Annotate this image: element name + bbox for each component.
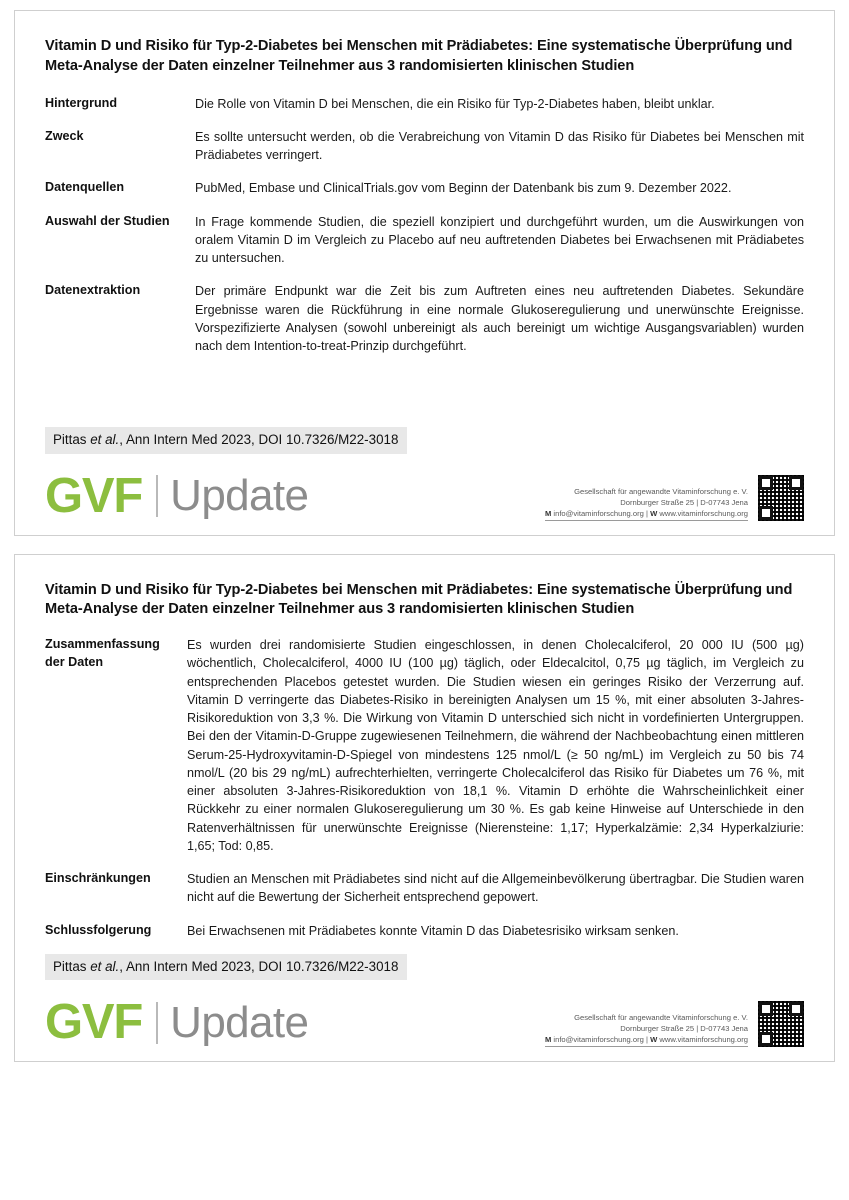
brand-gvf-text: GVF: [45, 995, 143, 1050]
abstract-row-label: Zusammenfassung der Daten: [45, 637, 160, 670]
footer-web[interactable]: www.vitaminforschung.org: [659, 508, 748, 518]
citation-italic: et al.: [90, 958, 120, 974]
abstract-row-label: Auswahl der Studien: [45, 213, 170, 228]
footer-mail[interactable]: info@vitaminforschung.org: [553, 508, 644, 518]
abstract-row: [45, 870, 804, 907]
citation-suffix: , Ann Intern Med 2023, DOI 10.7326/M22-3018: [119, 958, 399, 974]
footer-address-block: [545, 1012, 748, 1047]
footer-contact: M info@vitaminforschung.org | W www.vitaminforschung.org: [545, 1034, 748, 1047]
abstract-row-text: PubMed, Embase und ClinicalTrials.gov vom Beginn der Datenbank bis zum 9. Dezember 2022.: [195, 181, 732, 196]
page-title: Vitamin D und Risiko für Typ-2-Diabetes bei Menschen mit Prädiabetes: Eine systematische Überprüfung und Meta-Analyse der Daten einzelner Teilnehmer aus 3 randomisierten klinischen Studien: [45, 38, 793, 74]
abstract-row-text: Es sollte untersucht werden, ob die Verabreichung von Vitamin D das Risiko für Diabetes bei Menschen mit Prädiabetes verringert.: [195, 129, 804, 163]
abstract-row-label: Zweck: [45, 128, 84, 143]
abstract-row: [45, 282, 804, 355]
abstract-row-label: Hintergrund: [45, 95, 118, 110]
footer-web-label: W: [650, 1035, 658, 1045]
abstract-card-part-2: [14, 554, 835, 1063]
footer-mail-label: M: [544, 1035, 552, 1045]
citation-italic: et al.: [90, 432, 120, 448]
abstract-card-part-1: [14, 10, 835, 536]
qr-code[interactable]: [758, 475, 804, 521]
qr-code[interactable]: [758, 1001, 804, 1047]
abstract-row-text: Der primäre Endpunkt war die Zeit bis zum Auftreten eines neu auftretenden Diabetes. Sekundäre Ergebnisse waren die Rückführung in eine normale Glukoseregulierung und unerwünschte Ereignisse. Vorspezifizierte Analysen (sowohl unbereinigt als auch bereinigt um wichtige Ausgangsvariablen) wurden nach dem Intention-to-treat-Prinzip durchgeführt.: [195, 284, 804, 354]
footer: [45, 995, 804, 1050]
abstract-row: [45, 179, 804, 197]
abstract-row-label: Schlussfolgerung: [45, 922, 152, 937]
footer-contact: M info@vitaminforschung.org | W www.vitaminforschung.org: [545, 508, 748, 521]
abstract-row-label: Einschränkungen: [45, 871, 151, 886]
abstract-row-text: Es wurden drei randomisierte Studien eingeschlossen, in denen Cholecalciferol, 20 000 IU (500 µg) wöchentlich, Cholecalciferol, 4000 IU (100 µg) täglich, oder Eldecalcitol, 0,75 µg täglich, im Vergleich zu entsprechenden Placebos getestet wurden. Die Studien wiesen ein geringes Risiko der Verzerrung auf. Vitamin D verringerte das Diabetes-Risiko in bereinigten Analysen um 15 %, mit einer absoluten 3-Jahres-Risikoreduktion von 3,3 %. Die Wirkung von Vitamin D unterschied sich nicht in vordefinierten Untergruppen. Bei den der Vitamin-D-Gruppe zugewiesenen Teilnehmern, die während der Nachbeobachtung einen mittleren Serum-25-Hydroxyvitamin-D-Spiegel von mindestens 125 nmol/L (≥ 50 ng/mL) im Vergleich zu 50 bis 74 nmol/L (20 bis 29 ng/mL) aufrechterhielten, verringerte Cholecalciferol das Risiko für Diabetes um 76 %, mit einer absoluten 3-Jahres-Risikoreduktion von 18,1 %. Vitamin D erhöhte die Wahrscheinlichkeit einer Rückkehr zu einer normalen Glukoseregulierung um 30 %. Es gab keine Hinweise auf Unterschiede in den Ratenverhältnissen für unerwünschte Ereignisse (Nierensteine: 1,17; Hyperkalzämie: 2,34 Hyperkalziurie: 1,65; Tod: 0,85.: [187, 638, 804, 853]
brand-update-text: Update: [170, 471, 309, 521]
abstract-row: [45, 128, 804, 165]
citation-prefix: Pittas: [53, 958, 91, 974]
abstract-row-text: Studien an Menschen mit Prädiabetes sind nicht auf die Allgemeinbevölkerung übertragbar. Die Studien waren nicht auf die Bewertung der Sicherheit entsprechend gepowert.: [187, 872, 804, 905]
abstract-section-list-2: [45, 636, 804, 940]
abstract-row-label: Datenextraktion: [45, 283, 141, 298]
abstract-row-label: Datenquellen: [45, 180, 125, 195]
footer-right: [545, 1001, 804, 1047]
footer-mail-label: M: [544, 508, 552, 518]
citation-wrap: [45, 954, 804, 980]
citation-suffix: , Ann Intern Med 2023, DOI 10.7326/M22-3018: [119, 432, 399, 448]
citation: [45, 427, 407, 453]
brand-logo: [45, 468, 309, 523]
brand-gvf-text: GVF: [45, 468, 143, 523]
footer-org: Gesellschaft für angewandte Vitaminforschung e. V.: [574, 1013, 748, 1023]
spacer: [45, 940, 804, 950]
citation-wrap: [45, 427, 804, 453]
abstract-row: [45, 922, 804, 940]
footer: [45, 468, 804, 523]
footer-org: Gesellschaft für angewandte Vitaminforschung e. V.: [574, 486, 748, 496]
citation-prefix: Pittas: [53, 432, 91, 448]
abstract-row: [45, 95, 804, 113]
abstract-row-text: Bei Erwachsenen mit Prädiabetes konnte Vitamin D das Diabetesrisiko wirksam senken.: [187, 923, 679, 938]
footer-address: Dornburger Straße 25 | D-07743 Jena: [620, 497, 748, 507]
page-title: Vitamin D und Risiko für Typ-2-Diabetes bei Menschen mit Prädiabetes: Eine systematische Überprüfung und Meta-Analyse der Daten einzelner Teilnehmer aus 3 randomisierten klinischen Studien: [45, 581, 793, 618]
abstract-row-text: In Frage kommende Studien, die speziell konzipiert und durchgeführt wurden, um die Auswirkungen von oralem Vitamin D im Vergleich zu Placebo auf neu auftretenden Diabetes bei Erwachsenen mit Prädiabetes zu untersuchen.: [195, 214, 804, 266]
footer-address: Dornburger Straße 25 | D-07743 Jena: [620, 1024, 748, 1034]
brand-divider: [156, 475, 158, 517]
footer-mail[interactable]: info@vitaminforschung.org: [553, 1035, 644, 1045]
brand-divider: [156, 1002, 158, 1044]
footer-web-label: W: [650, 508, 658, 518]
abstract-row: [45, 636, 804, 855]
footer-web[interactable]: www.vitaminforschung.org: [659, 1035, 748, 1045]
spacer: [45, 355, 804, 423]
brand-update-text: Update: [170, 997, 309, 1047]
abstract-row-text: Die Rolle von Vitamin D bei Menschen, die ein Risiko für Typ-2-Diabetes haben, bleibt unklar.: [195, 96, 715, 111]
abstract-section-list-1: [45, 95, 804, 356]
footer-right: [545, 475, 804, 521]
brand-logo: [45, 995, 309, 1050]
footer-address-block: [545, 486, 748, 521]
citation: [45, 954, 407, 980]
abstract-row: [45, 213, 804, 268]
